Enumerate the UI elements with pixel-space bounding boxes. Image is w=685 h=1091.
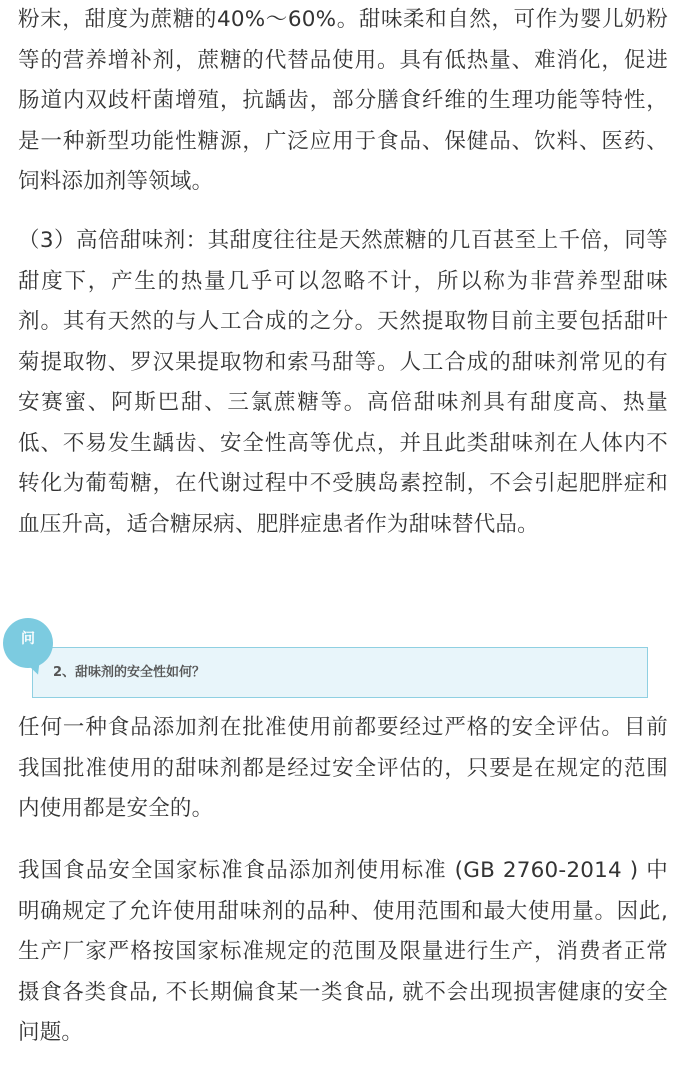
question-text: 2、甜味剂的安全性如何？ [53, 665, 206, 680]
question-box [32, 647, 648, 698]
paragraph-oligosaccharide-properties: 粉末，甜度为蔗糖的40%～60%。甜味柔和自然，可作为婴儿奶粉等的营养增补剂，蔗糖的代替品使用。具有低热量、难消化，促进肠道内双歧杆菌增殖，抗龋齿，部分膳食纤维的生理功能等特性，是一种新型功能性糖源，广泛应用于食品、保健品、饮料、医药、饲料添加剂等领域。 [18, 7, 668, 194]
question-badge-icon: 问 [3, 618, 53, 668]
paragraph-high-intensity-sweeteners: （3）高倍甜味剂：其甜度往往是天然蔗糖的几百甚至上千倍，同等甜度下，产生的热量几乎可以忽略不计，所以称为非营养型甜味剂。其有天然的与人工合成的之分。天然提取物目前主要包括甜叶菊提取物、罗汉果提取物和索马甜等。人工合成的甜味剂常见的有安赛蜜、阿斯巴甜、三氯蔗糖等。高倍甜味剂具有甜度高、热量低、不易发生龋齿、安全性高等优点，并且此类甜味剂在人体内不转化为葡萄糖，在代谢过程中不受胰岛素控制，不会引起肥胖症和血压升高，适合糖尿病、肥胖症患者作为甜味替代品。 [18, 228, 668, 537]
paragraph-national-standard: 我国食品安全国家标准食品添加剂使用标准 (GB 2760-2014 ) 中明确规定了允许使用甜味剂的品种、使用范围和最大使用量。因此,生产厂家严格按国家标准规定的范围及限量进行生产，消费者正常摄食各类食品, 不长期偏食某一类食品, 就不会出现损害健康的安全问题。 [18, 858, 668, 1045]
paragraph-safety-evaluation: 任何一种食品添加剂在批准使用前都要经过严格的安全评估。目前我国批准使用的甜味剂都是经过安全评估的，只要是在规定的范围内使用都是安全的。 [18, 715, 668, 821]
